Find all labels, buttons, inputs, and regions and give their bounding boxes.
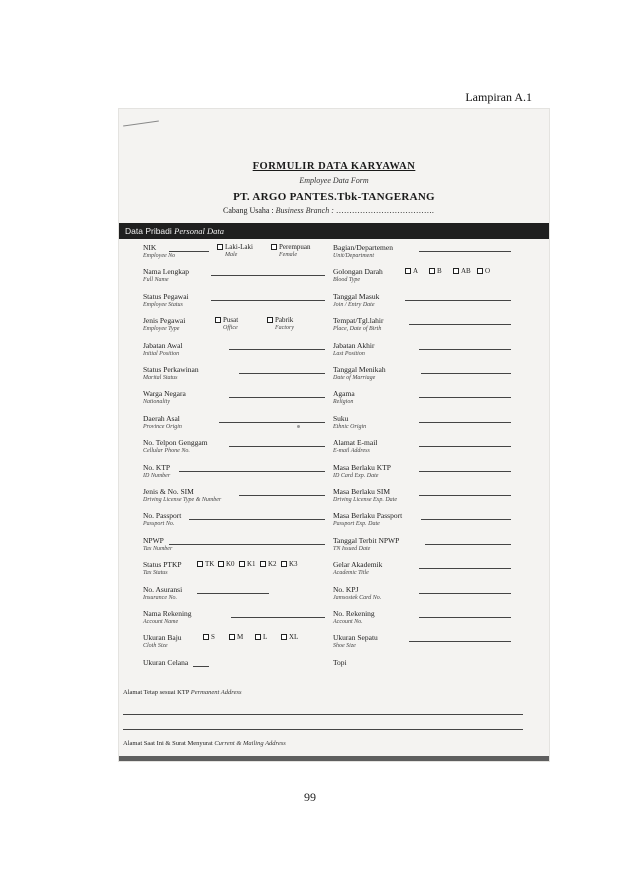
right-field-line-12[interactable] — [425, 544, 511, 545]
right-field-14 — [333, 585, 381, 602]
left-field-5 — [143, 365, 199, 382]
right-field-7 — [333, 414, 366, 431]
right-field-1 — [333, 267, 383, 284]
gender-1-checkbox[interactable] — [271, 244, 277, 250]
company-name: PT. ARGO PANTES.Tbk-TANGERANG — [233, 191, 435, 203]
right-field-3 — [333, 316, 384, 333]
field-label: Tanggal Terbit NPWP — [333, 535, 400, 545]
right-field-17 — [333, 658, 347, 667]
section-title: Data Pribadi — [125, 226, 172, 236]
left-field-line-17[interactable] — [193, 666, 209, 667]
ptkp-0-checkbox[interactable] — [197, 561, 203, 567]
branch-line — [223, 206, 434, 215]
ptkp-0-label: TK — [205, 560, 215, 569]
left-field-17 — [143, 658, 188, 667]
ptkp-2-label: K1 — [247, 560, 256, 569]
right-field-line-6[interactable] — [419, 397, 511, 398]
branch-dots: ………………………………. — [335, 206, 434, 215]
field-label: No. Rekening — [333, 609, 375, 618]
left-field-2 — [143, 292, 189, 309]
field-sublabel: Cloth Size — [143, 643, 168, 650]
left-field-line-4[interactable] — [229, 349, 325, 350]
left-field-line-10[interactable] — [239, 495, 325, 496]
blood-2-label: AB — [461, 267, 471, 276]
gender-1-sublabel: Female — [279, 252, 297, 258]
field-label: Jenis & No. SIM — [143, 487, 194, 496]
field-label: Jabatan Akhir — [333, 340, 375, 350]
nik-line[interactable] — [169, 251, 209, 252]
field-label: No. Asuransi — [143, 584, 183, 594]
left-field-line-2[interactable] — [211, 300, 325, 301]
field-sublabel: Place, Date of Birth — [333, 326, 382, 333]
right-field-8 — [333, 438, 377, 455]
field-label: Nama Rekening — [143, 609, 192, 618]
right-field-2 — [333, 292, 379, 309]
gender-0-label: Laki-Laki — [225, 243, 253, 251]
field-label: No. KPJ — [333, 584, 359, 594]
left-field-4 — [143, 341, 183, 358]
field-sublabel: Driving License Exp. Date — [333, 497, 397, 503]
blood-0-label: A — [413, 267, 419, 276]
cloth-size-3-checkbox[interactable] — [281, 634, 287, 640]
employee-type-0-sublabel: Office — [223, 325, 238, 332]
field-sublabel: Tax Number — [143, 545, 173, 552]
right-field-line-13[interactable] — [419, 568, 511, 569]
field-sublabel: Account No. — [333, 619, 363, 625]
cloth-size-2-checkbox[interactable] — [255, 634, 261, 640]
field-sublabel: Join / Entry Date — [333, 301, 375, 308]
employee-type-0-label: Pusat — [223, 316, 239, 325]
field-sublabel: Employee No — [143, 253, 176, 259]
cloth-size-1-label: M — [237, 633, 244, 642]
field-label: Status Perkawinan — [143, 365, 199, 374]
appendix-label: Lampiran A.1 — [465, 90, 532, 104]
right-field-10 — [333, 487, 397, 504]
right-field-11 — [333, 511, 402, 528]
field-label: NIK — [143, 243, 157, 252]
blood-1-label: B — [437, 267, 442, 276]
blood-3-label: O — [485, 267, 491, 276]
field-label: Suku — [333, 413, 349, 423]
right-field-0 — [333, 243, 393, 260]
field-label: Gelar Akademik — [333, 560, 383, 570]
left-field-8 — [143, 438, 208, 455]
field-label: Status Pegawai — [143, 291, 189, 301]
scan-mark — [123, 120, 159, 126]
left-field-3 — [143, 316, 185, 333]
right-field-line-0[interactable] — [419, 251, 511, 252]
field-label: Ukuran Baju — [143, 633, 182, 643]
branch-label-en: Business Branch : — [275, 206, 334, 215]
scanned-form — [118, 108, 550, 762]
right-field-line-15[interactable] — [419, 617, 511, 618]
field-label: Status PTKP — [143, 560, 182, 570]
left-field-line-14[interactable] — [197, 593, 269, 594]
field-label: Nama Lengkap — [143, 267, 190, 277]
field-label: Jenis Pegawai — [143, 316, 186, 326]
left-field-line-12[interactable] — [169, 544, 325, 545]
field-sublabel: Full Name — [143, 277, 169, 284]
employee-type-0-checkbox[interactable] — [215, 317, 221, 323]
left-field-16 — [143, 633, 182, 650]
permanent-address-line-2[interactable] — [123, 729, 523, 730]
right-field-line-11[interactable] — [421, 519, 511, 520]
right-field-9 — [333, 463, 391, 480]
field-label: Masa Berlaku SIM — [333, 487, 391, 496]
right-field-line-3[interactable] — [409, 324, 511, 325]
field-label: Agama — [333, 389, 355, 399]
right-field-5 — [333, 365, 386, 382]
ptkp-1-label: K0 — [226, 560, 235, 569]
field-sublabel: Passport No. — [143, 521, 175, 528]
field-label: Tempat/Tgl.lahir — [333, 316, 384, 326]
ptkp-1-checkbox[interactable] — [218, 561, 224, 567]
field-sublabel: Ethnic Origin — [333, 423, 367, 430]
left-field-7 — [143, 414, 182, 431]
left-field-line-6[interactable] — [229, 397, 325, 398]
right-field-line-9[interactable] — [419, 471, 511, 472]
gender-0-checkbox[interactable] — [217, 244, 223, 250]
section-header — [119, 223, 549, 239]
ptkp-4-checkbox[interactable] — [281, 561, 287, 567]
field-label: Daerah Asal — [143, 413, 180, 423]
field-label: Jabatan Awal — [143, 340, 183, 350]
scan-speck — [297, 425, 300, 428]
left-field-line-5[interactable] — [239, 373, 325, 374]
field-sublabel: Passport Exp. Date — [333, 521, 380, 528]
left-field-14 — [143, 585, 182, 602]
field-sublabel: Province Origin — [143, 423, 182, 430]
left-field-line-9[interactable] — [179, 471, 325, 472]
scan-edge — [119, 756, 549, 761]
field-sublabel: Driving License Type & Number — [143, 497, 222, 503]
field-label: Ukuran Celana — [143, 657, 189, 667]
field-label: Masa Berlaku Passport — [333, 511, 403, 521]
left-field-9 — [143, 463, 170, 480]
field-label: Masa Berlaku KTP — [333, 462, 391, 472]
employee-type-1-sublabel: Factory — [275, 325, 294, 332]
field-sublabel: Date of Marriage — [333, 375, 376, 381]
right-field-line-8[interactable] — [419, 446, 511, 447]
field-label: No. Telpon Genggam — [143, 438, 208, 448]
right-field-4 — [333, 341, 374, 358]
employee-type-1-checkbox[interactable] — [267, 317, 273, 323]
field-label: Alamat E-mail — [333, 438, 378, 448]
right-field-line-14[interactable] — [419, 593, 511, 594]
field-sublabel: ID Number — [143, 472, 171, 479]
left-field-line-15[interactable] — [231, 617, 325, 618]
field-sublabel: TN Issued Date — [333, 545, 371, 552]
cloth-size-0-label: S — [211, 633, 215, 642]
field-sublabel: E-mail Address — [333, 448, 370, 455]
cloth-size-3-label: XL — [289, 633, 299, 642]
field-sublabel: Religion — [333, 399, 354, 406]
right-field-line-5[interactable] — [421, 373, 511, 374]
field-sublabel: Tax Status — [143, 570, 168, 577]
section-title-en: Personal Data — [174, 226, 224, 236]
field-sublabel: Blood Type — [333, 277, 361, 284]
employee-type-1-label: Pabrik — [275, 316, 294, 325]
field-sublabel: Unit/Department — [333, 253, 374, 259]
right-field-13 — [333, 560, 382, 577]
field-label: NPWP — [143, 535, 164, 545]
field-label: Golongan Darah — [333, 267, 383, 277]
left-field-1 — [143, 267, 189, 284]
field-sublabel: Shoe Size — [333, 643, 356, 650]
field-sublabel: Account Name — [143, 619, 179, 625]
left-field-15 — [143, 609, 192, 626]
field-sublabel: Employee Type — [143, 326, 180, 333]
page-number: 99 — [304, 790, 316, 804]
permanent-address-label: Alamat Tetap sesuai KTP Permanent Address — [123, 689, 242, 696]
cloth-size-0-checkbox[interactable] — [203, 634, 209, 640]
left-field-line-11[interactable] — [189, 519, 325, 520]
permanent-address-line-1[interactable] — [123, 714, 523, 715]
gender-0-sublabel: Male — [225, 252, 238, 258]
field-sublabel: Employee Status — [143, 301, 183, 308]
current-address-label: Alamat Saat Ini & Surat Menyurat Current & Mailing Address — [123, 740, 286, 747]
cloth-size-2-label: L — [263, 633, 268, 642]
field-sublabel: Cellular Phone No. — [143, 448, 190, 455]
right-field-12 — [333, 536, 399, 553]
blood-0-checkbox[interactable] — [405, 268, 411, 274]
form-title-en: Employee Data Form — [299, 176, 369, 185]
field-label: Bagian/Departemen — [333, 243, 393, 252]
right-field-line-7[interactable] — [419, 422, 511, 423]
right-field-line-16[interactable] — [409, 641, 511, 642]
field-sublabel: Initial Position — [143, 350, 180, 357]
field-sublabel: Nationality — [143, 399, 170, 406]
ptkp-3-label: K2 — [268, 560, 277, 569]
right-field-line-2[interactable] — [405, 300, 511, 301]
field-label: Topi — [333, 657, 347, 667]
field-sublabel: Marital Status — [143, 375, 178, 381]
gender-1-label: Perempuan — [279, 243, 311, 251]
left-field-13 — [143, 560, 182, 577]
right-field-line-10[interactable] — [419, 495, 511, 496]
blood-2-checkbox[interactable] — [453, 268, 459, 274]
field-label: Ukuran Sepatu — [333, 633, 378, 643]
field-sublabel: Jamsostek Card No. — [333, 594, 382, 601]
form-title: FORMULIR DATA KARYAWAN — [252, 161, 416, 172]
ptkp-4-label: K3 — [289, 560, 298, 569]
field-label: No. Passport — [143, 511, 182, 521]
left-field-10 — [143, 487, 221, 504]
branch-label: Cabang Usaha : — [223, 206, 274, 215]
field-sublabel: Last Position — [333, 350, 365, 357]
left-field-12 — [143, 536, 172, 553]
left-field-11 — [143, 511, 181, 528]
field-sublabel: Academic Title — [333, 570, 369, 577]
field-sublabel: Insurance No. — [143, 594, 177, 601]
ptkp-2-checkbox[interactable] — [239, 561, 245, 567]
blood-3-checkbox[interactable] — [477, 268, 483, 274]
right-field-15 — [333, 609, 375, 626]
left-field-6 — [143, 389, 186, 406]
left-field-line-1[interactable] — [211, 275, 325, 276]
field-label: Tanggal Masuk — [333, 291, 380, 301]
right-field-6 — [333, 389, 355, 406]
right-field-16 — [333, 633, 378, 650]
ptkp-3-checkbox[interactable] — [260, 561, 266, 567]
right-field-line-4[interactable] — [419, 349, 511, 350]
field-label: Tanggal Menikah — [333, 365, 386, 374]
field-label: Warga Negara — [143, 389, 186, 399]
cloth-size-1-checkbox[interactable] — [229, 634, 235, 640]
field-sublabel: ID Card Exp. Date — [333, 472, 379, 479]
left-field-line-7[interactable] — [219, 422, 325, 423]
blood-1-checkbox[interactable] — [429, 268, 435, 274]
field-label: No. KTP — [143, 462, 171, 472]
left-field-line-8[interactable] — [229, 446, 325, 447]
